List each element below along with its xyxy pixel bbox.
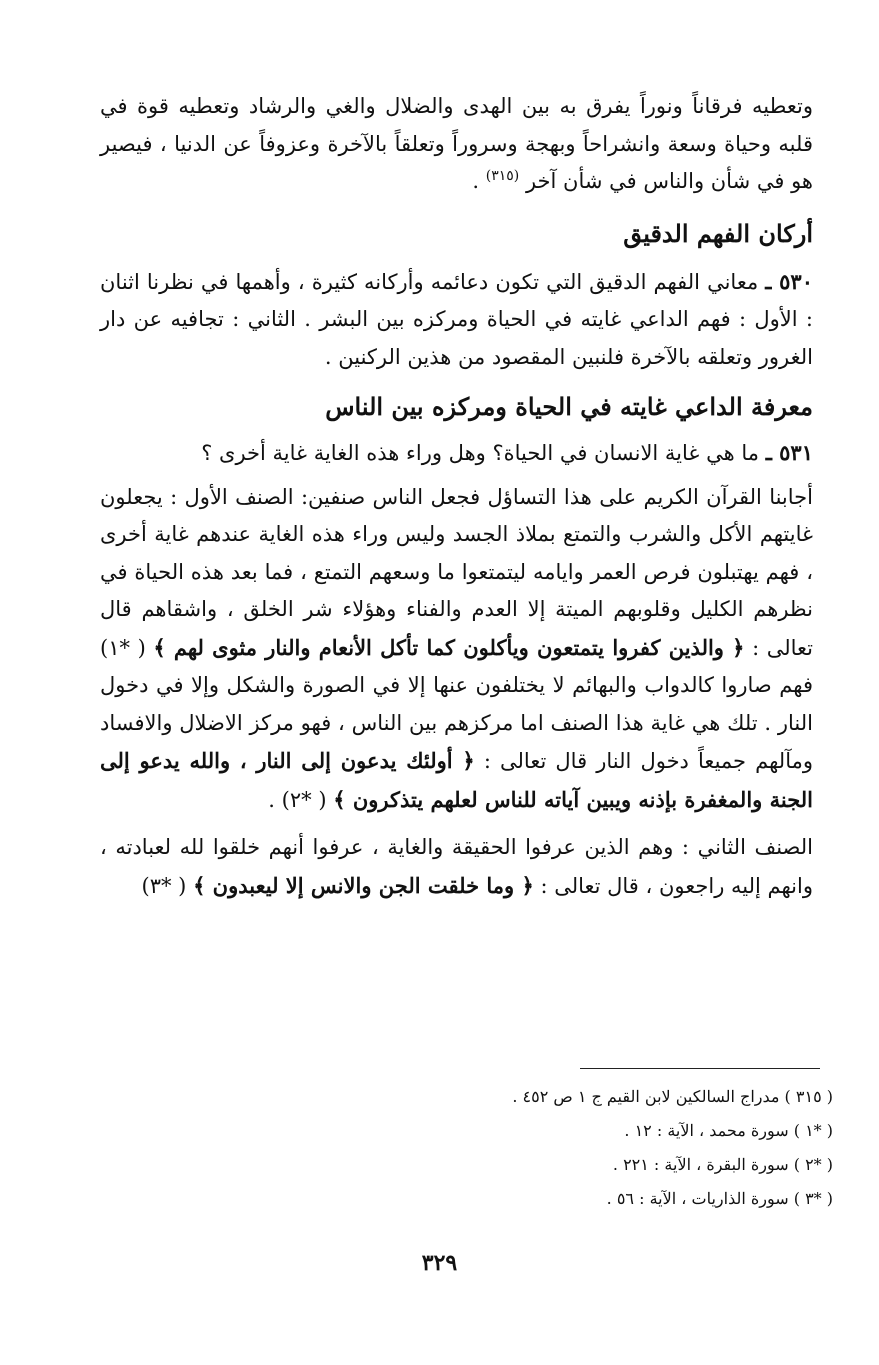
footnote-divider (580, 1068, 820, 1069)
footnote-star-2: ( *٢ ) سورة البقرة ، الآية : ٢٢١ . (612, 1155, 833, 1174)
quran-verse-muhammad: ﴿ والذين كفروا يتمتعون ويأكلون كما تأكل الأنعام والنار مثوى لهم ﴾ (153, 634, 745, 660)
page-number: ٣٢٩ (421, 1250, 458, 1276)
paragraph-intro-text: وتعطيه فرقاناً ونوراً يفرق به بين الهدى والضلال والغي والرشاد وتعطيه قوة في قلبه وحياة وسعة وانشراحاً وبهجة وسروراً وتعلقاً بالآخرة وعزوفاً عن الدنيا ، فيصير هو في شأن والناس في شأن آخر (100, 94, 813, 193)
paragraph-second-kind (100, 829, 813, 905)
footnote-ref-star-3: ( *٣) (141, 873, 187, 898)
footnote-ref-315: (٣١٥) (485, 168, 520, 184)
heading-pillars: أركان الفهم الدقيق (623, 218, 813, 248)
quran-verse-dhariyat: ﴿ وما خلقت الجن والانس إلا ليعبدون ﴾ (193, 872, 534, 898)
footnote-star-3: ( *٣ ) سورة الذاريات ، الآية : ٥٦ . (606, 1189, 833, 1208)
paragraph-number-530: ٥٣٠ ـ (765, 268, 813, 294)
footnote-ref-star-2: ( *٢) (281, 787, 327, 812)
footnote-315: ( ٣١٥ ) مدراج السالكين لابن القيم ج ١ ص ٤٥٢ . (512, 1087, 833, 1106)
paragraph-531 (100, 434, 813, 473)
heading-goal: معرفة الداعي غايته في الحياة ومركزه بين الناس (325, 392, 813, 421)
footnote-ref-star-1: ( *١) (100, 635, 146, 660)
second-kind-text: الصنف الثاني : وهم الذين عرفوا الحقيقة والغاية ، عرفوا أنهم خلقوا لله لعبادته ، وانهم إليه راجعون ، قال تعالى : (100, 835, 813, 898)
first-kind-continuation: فهم صاروا كالدواب والبهائم لا يختلفون عنها إلا في الصورة والشكل وإلا في دخول النار . تلك هي غاية هذا الصنف اما مركزهم بين الناس ، فهو مركز الاضلال والافساد ومآلهم جميعاً دخول النار قال تعالى : (100, 673, 813, 773)
paragraph-first-kind (100, 479, 813, 820)
first-kind-text: أجابنا القرآن الكريم على هذا التساؤل فجعل الناس صنفين: الصنف الأول : يجعلون غايتهم الأكل والشرب والتمتع بملاذ الجسد وليس وراء هذه الغاية عندهم غاية أخرى ، فهم يهتبلون فرص العمر وايامه ليتمتعوا ما وسعهم التمتع ، فما بعد هذه الحياة في نظرهم الكليل وقلوبهم الميتة إلا العدم والفناء وهؤلاء شر الخلق ، واشقاهم قال تعالى : (100, 484, 813, 660)
paragraph-intro-end: . (472, 169, 480, 193)
paragraph-530 (100, 263, 813, 377)
paragraph-530-text: معاني الفهم الدقيق التي تكون دعائمه وأركانه كثيرة ، وأهمها في نظرنا اثنان : الأول : فهم الداعي غايته في الحياة ومركزه بين البشر . الثاني : تجافيه عن دار الغرور وتعلقه بالآخرة فلنبين المقصود من هذين الركنين . (100, 269, 813, 369)
paragraph-intro (100, 88, 813, 201)
page-body (100, 88, 813, 905)
first-kind-end: . (268, 787, 275, 812)
quran-verse-baqara: ﴿ أولئك يدعون إلى النار ، والله يدعو إلى الجنة والمغفرة بإذنه ويبين آياته للناس لعلهم يتذكرون ﴾ (100, 748, 813, 812)
footnote-star-1: ( *١ ) سورة محمد ، الآية : ١٢ . (624, 1121, 833, 1140)
paragraph-number-531: ٥٣١ ـ (765, 440, 813, 465)
paragraph-531-text: ما هي غاية الانسان في الحياة؟ وهل وراء هذه الغاية غاية أخرى ؟ (201, 441, 759, 465)
footnotes (120, 1080, 833, 1216)
